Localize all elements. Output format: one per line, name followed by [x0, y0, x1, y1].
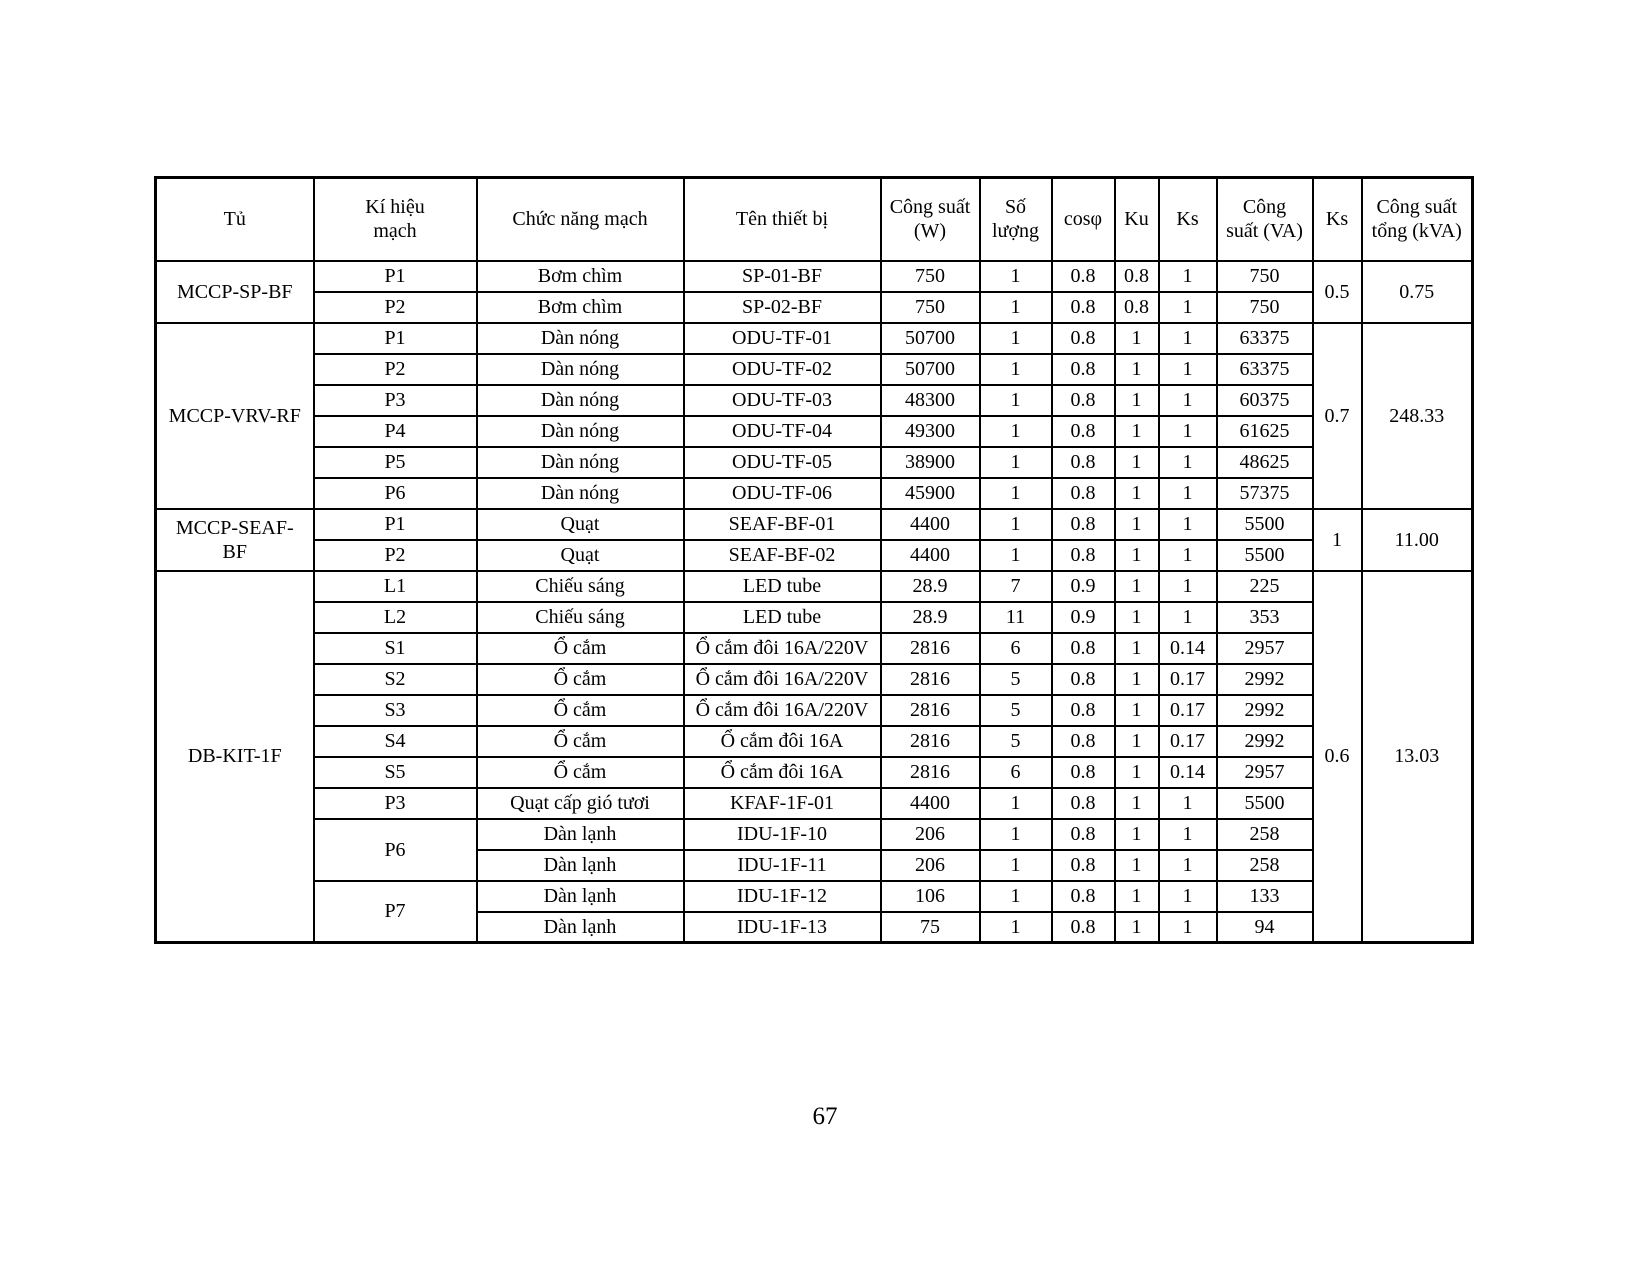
ku-cell: 0.8 [1115, 292, 1159, 323]
device-cell: IDU-1F-11 [684, 850, 881, 881]
function-cell: Chiếu sáng [477, 602, 684, 633]
cos-phi-cell: 0.8 [1052, 633, 1115, 664]
ku-cell: 1 [1115, 850, 1159, 881]
cos-phi-cell: 0.8 [1052, 416, 1115, 447]
table-row [156, 881, 1473, 912]
power-va-cell: 258 [1217, 819, 1313, 850]
device-cell: Ổ cắm đôi 16A [684, 726, 881, 757]
ku-cell: 1 [1115, 416, 1159, 447]
ku-cell: 1 [1115, 788, 1159, 819]
ks-cell: 0.17 [1159, 726, 1217, 757]
cos-phi-cell: 0.8 [1052, 354, 1115, 385]
quantity-cell: 1 [980, 416, 1052, 447]
table-row [156, 602, 1473, 633]
power-w-cell: 4400 [881, 788, 980, 819]
power-va-cell: 5500 [1217, 540, 1313, 571]
power-w-cell: 45900 [881, 478, 980, 509]
power-va-cell: 2957 [1217, 633, 1313, 664]
ku-cell: 1 [1115, 819, 1159, 850]
col-header-function: Chức năng mạch [477, 178, 684, 261]
cos-phi-cell: 0.8 [1052, 385, 1115, 416]
device-cell: LED tube [684, 571, 881, 602]
quantity-cell: 6 [980, 757, 1052, 788]
power-va-cell: 5500 [1217, 788, 1313, 819]
ks-cell: 1 [1159, 292, 1217, 323]
circuit-cell: P6 [314, 819, 477, 881]
circuit-cell: S5 [314, 757, 477, 788]
circuit-cell: P1 [314, 261, 477, 292]
power-w-cell: 2816 [881, 726, 980, 757]
quantity-cell: 1 [980, 788, 1052, 819]
power-w-cell: 38900 [881, 447, 980, 478]
ks-cell: 0.17 [1159, 695, 1217, 726]
cos-phi-cell: 0.8 [1052, 726, 1115, 757]
table-row [156, 726, 1473, 757]
ku-cell: 1 [1115, 881, 1159, 912]
section-ks-cell: 0.7 [1313, 323, 1362, 509]
quantity-cell: 7 [980, 571, 1052, 602]
quantity-cell: 1 [980, 478, 1052, 509]
device-cell: SEAF-BF-01 [684, 509, 881, 540]
quantity-cell: 11 [980, 602, 1052, 633]
ks-cell: 1 [1159, 478, 1217, 509]
ks-cell: 0.17 [1159, 664, 1217, 695]
power-w-cell: 4400 [881, 509, 980, 540]
cos-phi-cell: 0.8 [1052, 478, 1115, 509]
section-ks-cell: 0.6 [1313, 571, 1362, 943]
device-cell: ODU-TF-04 [684, 416, 881, 447]
device-cell: Ổ cắm đôi 16A/220V [684, 695, 881, 726]
cos-phi-cell: 0.8 [1052, 912, 1115, 943]
function-cell: Quạt [477, 509, 684, 540]
power-va-cell: 258 [1217, 850, 1313, 881]
device-cell: Ổ cắm đôi 16A/220V [684, 633, 881, 664]
section-total-cell: 13.03 [1362, 571, 1473, 943]
power-w-cell: 28.9 [881, 602, 980, 633]
ku-cell: 1 [1115, 757, 1159, 788]
table-row [156, 540, 1473, 571]
quantity-cell: 1 [980, 850, 1052, 881]
ku-cell: 0.8 [1115, 261, 1159, 292]
quantity-cell: 6 [980, 633, 1052, 664]
function-cell: Dàn lạnh [477, 850, 684, 881]
ku-cell: 1 [1115, 664, 1159, 695]
function-cell: Dàn nóng [477, 478, 684, 509]
device-cell: Ổ cắm đôi 16A [684, 757, 881, 788]
function-cell: Dàn lạnh [477, 912, 684, 943]
circuit-cell: P1 [314, 323, 477, 354]
quantity-cell: 1 [980, 385, 1052, 416]
ks-cell: 1 [1159, 385, 1217, 416]
power-va-cell: 63375 [1217, 354, 1313, 385]
function-cell: Ổ cắm [477, 664, 684, 695]
power-w-cell: 28.9 [881, 571, 980, 602]
cos-phi-cell: 0.9 [1052, 571, 1115, 602]
ks-cell: 1 [1159, 509, 1217, 540]
ku-cell: 1 [1115, 540, 1159, 571]
cos-phi-cell: 0.8 [1052, 292, 1115, 323]
table-row [156, 819, 1473, 850]
power-va-cell: 57375 [1217, 478, 1313, 509]
ks-cell: 1 [1159, 261, 1217, 292]
ks-cell: 1 [1159, 416, 1217, 447]
device-cell: SEAF-BF-02 [684, 540, 881, 571]
circuit-cell: P4 [314, 416, 477, 447]
col-header-quantity: Số lượng [980, 178, 1052, 261]
circuit-cell: S3 [314, 695, 477, 726]
device-cell: Ổ cắm đôi 16A/220V [684, 664, 881, 695]
cos-phi-cell: 0.8 [1052, 261, 1115, 292]
power-va-cell: 2992 [1217, 726, 1313, 757]
function-cell: Quạt cấp gió tươi [477, 788, 684, 819]
ks-cell: 1 [1159, 912, 1217, 943]
ku-cell: 1 [1115, 633, 1159, 664]
device-cell: IDU-1F-12 [684, 881, 881, 912]
col-header-ku: Ku [1115, 178, 1159, 261]
load-schedule-table [154, 176, 1474, 944]
ks-cell: 1 [1159, 850, 1217, 881]
power-w-cell: 50700 [881, 354, 980, 385]
circuit-cell: S2 [314, 664, 477, 695]
device-cell: LED tube [684, 602, 881, 633]
ku-cell: 1 [1115, 323, 1159, 354]
circuit-cell: P6 [314, 478, 477, 509]
ks-cell: 1 [1159, 819, 1217, 850]
device-cell: ODU-TF-06 [684, 478, 881, 509]
device-cell: KFAF-1F-01 [684, 788, 881, 819]
quantity-cell: 1 [980, 323, 1052, 354]
col-header-power-va: Công suất (VA) [1217, 178, 1313, 261]
function-cell: Ổ cắm [477, 633, 684, 664]
section-total-cell: 11.00 [1362, 509, 1473, 571]
col-header-cos-phi: cosφ [1052, 178, 1115, 261]
cos-phi-cell: 0.8 [1052, 757, 1115, 788]
cos-phi-cell: 0.8 [1052, 509, 1115, 540]
quantity-cell: 1 [980, 292, 1052, 323]
cos-phi-cell: 0.8 [1052, 695, 1115, 726]
table-row [156, 385, 1473, 416]
cos-phi-cell: 0.8 [1052, 788, 1115, 819]
cabinet-cell: DB-KIT-1F [156, 571, 314, 943]
power-w-cell: 750 [881, 261, 980, 292]
quantity-cell: 1 [980, 540, 1052, 571]
ks-cell: 1 [1159, 447, 1217, 478]
power-w-cell: 106 [881, 881, 980, 912]
function-cell: Dàn nóng [477, 323, 684, 354]
device-cell: IDU-1F-13 [684, 912, 881, 943]
quantity-cell: 1 [980, 819, 1052, 850]
ks-cell: 1 [1159, 354, 1217, 385]
power-va-cell: 750 [1217, 292, 1313, 323]
ku-cell: 1 [1115, 447, 1159, 478]
table-row [156, 633, 1473, 664]
function-cell: Ổ cắm [477, 695, 684, 726]
ku-cell: 1 [1115, 385, 1159, 416]
power-va-cell: 63375 [1217, 323, 1313, 354]
function-cell: Dàn nóng [477, 447, 684, 478]
table-row [156, 323, 1473, 354]
ku-cell: 1 [1115, 354, 1159, 385]
device-cell: ODU-TF-01 [684, 323, 881, 354]
function-cell: Bơm chìm [477, 292, 684, 323]
power-va-cell: 48625 [1217, 447, 1313, 478]
cos-phi-cell: 0.8 [1052, 664, 1115, 695]
power-va-cell: 750 [1217, 261, 1313, 292]
circuit-cell: P2 [314, 292, 477, 323]
col-header-ks: Ks [1159, 178, 1217, 261]
ku-cell: 1 [1115, 912, 1159, 943]
ks-cell: 0.14 [1159, 633, 1217, 664]
table-row [156, 664, 1473, 695]
table-row [156, 788, 1473, 819]
col-header-cabinet: Tủ [156, 178, 314, 261]
power-w-cell: 50700 [881, 323, 980, 354]
power-w-cell: 750 [881, 292, 980, 323]
cos-phi-cell: 0.8 [1052, 447, 1115, 478]
circuit-cell: P5 [314, 447, 477, 478]
function-cell: Chiếu sáng [477, 571, 684, 602]
circuit-cell: P2 [314, 540, 477, 571]
function-cell: Ổ cắm [477, 726, 684, 757]
ks-cell: 1 [1159, 323, 1217, 354]
function-cell: Dàn nóng [477, 354, 684, 385]
power-va-cell: 353 [1217, 602, 1313, 633]
function-cell: Quạt [477, 540, 684, 571]
col-header-device: Tên thiết bị [684, 178, 881, 261]
ku-cell: 1 [1115, 571, 1159, 602]
quantity-cell: 5 [980, 726, 1052, 757]
cos-phi-cell: 0.8 [1052, 881, 1115, 912]
table-row [156, 757, 1473, 788]
cabinet-cell: MCCP-SP-BF [156, 261, 314, 323]
device-cell: ODU-TF-03 [684, 385, 881, 416]
power-va-cell: 2992 [1217, 664, 1313, 695]
function-cell: Dàn lạnh [477, 819, 684, 850]
power-w-cell: 75 [881, 912, 980, 943]
cabinet-cell: MCCP-VRV-RF [156, 323, 314, 509]
cos-phi-cell: 0.8 [1052, 540, 1115, 571]
table-row [156, 292, 1473, 323]
device-cell: SP-01-BF [684, 261, 881, 292]
table-row [156, 695, 1473, 726]
cos-phi-cell: 0.8 [1052, 819, 1115, 850]
ku-cell: 1 [1115, 602, 1159, 633]
col-header-power-w: Công suất (W) [881, 178, 980, 261]
ks-cell: 0.14 [1159, 757, 1217, 788]
circuit-cell: P7 [314, 881, 477, 943]
power-va-cell: 60375 [1217, 385, 1313, 416]
power-w-cell: 2816 [881, 695, 980, 726]
power-va-cell: 225 [1217, 571, 1313, 602]
power-w-cell: 2816 [881, 664, 980, 695]
ku-cell: 1 [1115, 695, 1159, 726]
ks-cell: 1 [1159, 540, 1217, 571]
circuit-cell: L2 [314, 602, 477, 633]
cabinet-cell: MCCP-SEAF-BF [156, 509, 314, 571]
power-va-cell: 61625 [1217, 416, 1313, 447]
cos-phi-cell: 0.8 [1052, 850, 1115, 881]
device-cell: ODU-TF-02 [684, 354, 881, 385]
quantity-cell: 1 [980, 509, 1052, 540]
device-cell: ODU-TF-05 [684, 447, 881, 478]
ks-cell: 1 [1159, 788, 1217, 819]
quantity-cell: 1 [980, 261, 1052, 292]
power-w-cell: 206 [881, 850, 980, 881]
function-cell: Dàn nóng [477, 385, 684, 416]
quantity-cell: 5 [980, 664, 1052, 695]
ku-cell: 1 [1115, 478, 1159, 509]
device-cell: IDU-1F-10 [684, 819, 881, 850]
power-va-cell: 5500 [1217, 509, 1313, 540]
section-ks-cell: 0.5 [1313, 261, 1362, 323]
quantity-cell: 1 [980, 912, 1052, 943]
power-va-cell: 94 [1217, 912, 1313, 943]
ks-cell: 1 [1159, 602, 1217, 633]
section-total-cell: 248.33 [1362, 323, 1473, 509]
power-w-cell: 2816 [881, 757, 980, 788]
power-w-cell: 48300 [881, 385, 980, 416]
power-w-cell: 206 [881, 819, 980, 850]
quantity-cell: 5 [980, 695, 1052, 726]
table-row [156, 478, 1473, 509]
function-cell: Ổ cắm [477, 757, 684, 788]
table-row [156, 509, 1473, 540]
device-cell: SP-02-BF [684, 292, 881, 323]
power-w-cell: 49300 [881, 416, 980, 447]
power-w-cell: 2816 [881, 633, 980, 664]
cos-phi-cell: 0.9 [1052, 602, 1115, 633]
ks-cell: 1 [1159, 571, 1217, 602]
power-va-cell: 2992 [1217, 695, 1313, 726]
function-cell: Dàn lạnh [477, 881, 684, 912]
circuit-cell: P2 [314, 354, 477, 385]
ku-cell: 1 [1115, 726, 1159, 757]
quantity-cell: 1 [980, 881, 1052, 912]
col-header-circuit: Kí hiệu mạch [314, 178, 477, 261]
col-header-total-kva: Công suất tổng (kVA) [1362, 178, 1473, 261]
table-row [156, 571, 1473, 602]
circuit-cell: P3 [314, 385, 477, 416]
table-row [156, 261, 1473, 292]
power-va-cell: 133 [1217, 881, 1313, 912]
circuit-cell: S1 [314, 633, 477, 664]
quantity-cell: 1 [980, 447, 1052, 478]
cos-phi-cell: 0.8 [1052, 323, 1115, 354]
section-total-cell: 0.75 [1362, 261, 1473, 323]
quantity-cell: 1 [980, 354, 1052, 385]
table-row [156, 354, 1473, 385]
power-w-cell: 4400 [881, 540, 980, 571]
circuit-cell: L1 [314, 571, 477, 602]
function-cell: Bơm chìm [477, 261, 684, 292]
col-header-section-ks: Ks [1313, 178, 1362, 261]
section-ks-cell: 1 [1313, 509, 1362, 571]
ks-cell: 1 [1159, 881, 1217, 912]
circuit-cell: P1 [314, 509, 477, 540]
power-va-cell: 2957 [1217, 757, 1313, 788]
table-row [156, 447, 1473, 478]
ku-cell: 1 [1115, 509, 1159, 540]
table-row [156, 416, 1473, 447]
function-cell: Dàn nóng [477, 416, 684, 447]
circuit-cell: P3 [314, 788, 477, 819]
circuit-cell: S4 [314, 726, 477, 757]
page-number: 67 [812, 1103, 838, 1130]
header-row [156, 178, 1473, 261]
